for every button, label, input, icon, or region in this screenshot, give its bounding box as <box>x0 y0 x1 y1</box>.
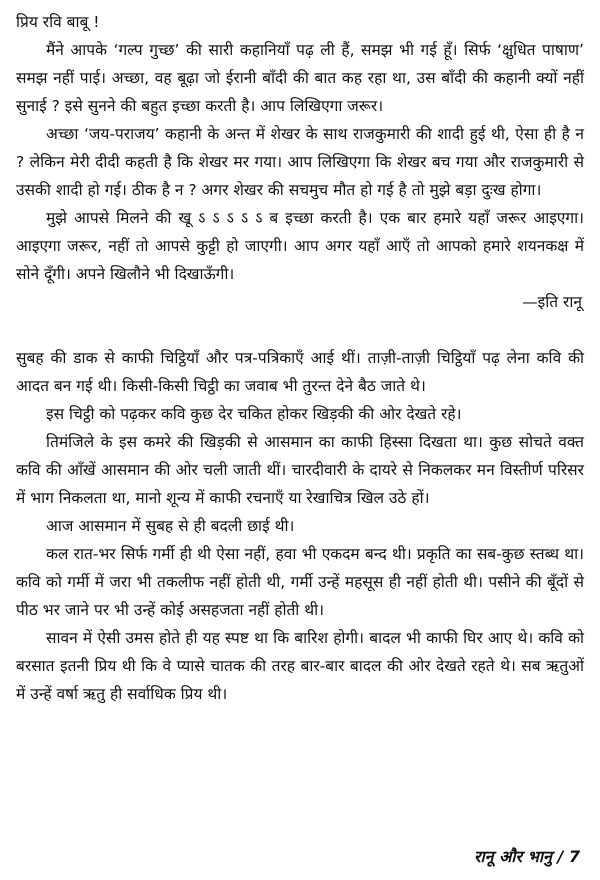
section-gap <box>16 316 584 344</box>
letter-paragraph: अच्छा ‘जय-पराजय’ कहानी के अन्त में शेखर के साथ राजकुमारी की शादी हुई थी, ऐसा ही है न ? लेकिन मेरी दीदी कहती है कि शेखर मर गया। आप लिखिएगा कि शेखर बच गया और राजकुमारी से उसकी शादी हो गई। ठीक है न ? अगर शेखर की सचमुच मौत हो गई है तो मुझे बड़ा दुःख होगा। <box>16 125 584 199</box>
narrative-paragraph: कल रात-भर सिर्फ गर्मी ही थी ऐसा नहीं, हवा भी एकदम बन्द थी। प्रकृति का सब-कुछ स्तब्ध था। कवि को गर्मी में जरा भी तकलीफ नहीं होती थी, गर्मी उन्हें महसूस ही नहीं होती थी। पसीने की बूँदों से पीठ भर जाने पर भी उन्हें कोई असहजता नहीं होती थी। <box>16 545 584 619</box>
letter-paragraph: मैंने आपके ‘गल्प गुच्छ’ की सारी कहानियाँ पढ़ ली हैं, समझ भी गई हूँ। सिर्फ ‘क्षुधित पाषाण’ समझ नहीं पाई। अच्छा, वह बूढ़ा जो ईरानी बाँदी की बात कह रहा था, उस बाँदी की कहानी क्यों नहीं सुनाई ? इसे सुनने की बहुत इच्छा करती है। आप लिखिएगा जरूर। <box>16 41 584 115</box>
narrative-paragraph: सुबह की डाक से काफी चिट्ठियाँ और पत्र-पत्रिकाएँ आई थीं। ताज़ी-ताज़ी चिट्ठियाँ पढ़ लेना कवि की आदत बन गई थी। किसी-किसी चिट्ठी का जवाब भी तुरन्त देने बैठ जाते थे। <box>16 349 584 395</box>
narrative-paragraph: आज आसमान में सुबह से ही बदली छाई थी। <box>46 517 295 535</box>
letter-salutation: प्रिय रवि बाबू ! <box>16 13 100 31</box>
narrative-paragraph: तिमंजिले के इस कमरे की खिड़की से आसमान का काफी हिस्सा दिखता था। कुछ सोचते वक्त कवि की आँखें आसमान की ओर चली जाती थीं। चारदीवारी के दायरे से निकलकर मन विस्तीर्ण परिसर में भाग निकलता था, मानो शून्य में काफी रचनाएँ या रेखाचित्र खिल उठे हों। <box>16 433 584 507</box>
narrative-paragraph: इस चिट्ठी को पढ़कर कवि कुछ देर चकित होकर खिड़की की ओर देखते रहे। <box>46 405 462 423</box>
letter-paragraph: मुझे आपसे मिलने की खू ऽ ऽ ऽ ऽ ऽ ब इच्छा करती है। एक बार हमारे यहाँ जरूर आइएगा। आइएगा जरूर, नहीं तो आपसे कुट्टी हो जाएगी। आप अगर यहाँ आएँ तो आपको हमारे शयनकक्ष में सोने दूँगी। अपने खिलौने भी दिखाऊँगी। <box>16 209 584 283</box>
page-body <box>16 8 584 708</box>
letter-signature: —इति रानू <box>522 293 582 311</box>
running-footer: रानू और भानु / 7 <box>473 847 580 866</box>
narrative-paragraph: सावन में ऐसी उमस होते ही यह स्पष्ट था कि बारिश होगी। बादल भी काफी घिर आए थे। कवि को बरसात इतनी प्रिय थी कि वे प्यासे चातक की तरह बार-बार बादल की ओर देखते रहते थे। सब ऋतुओं में उन्हें वर्षा ऋतु ही सर्वाधिक प्रिय थी। <box>16 629 584 703</box>
